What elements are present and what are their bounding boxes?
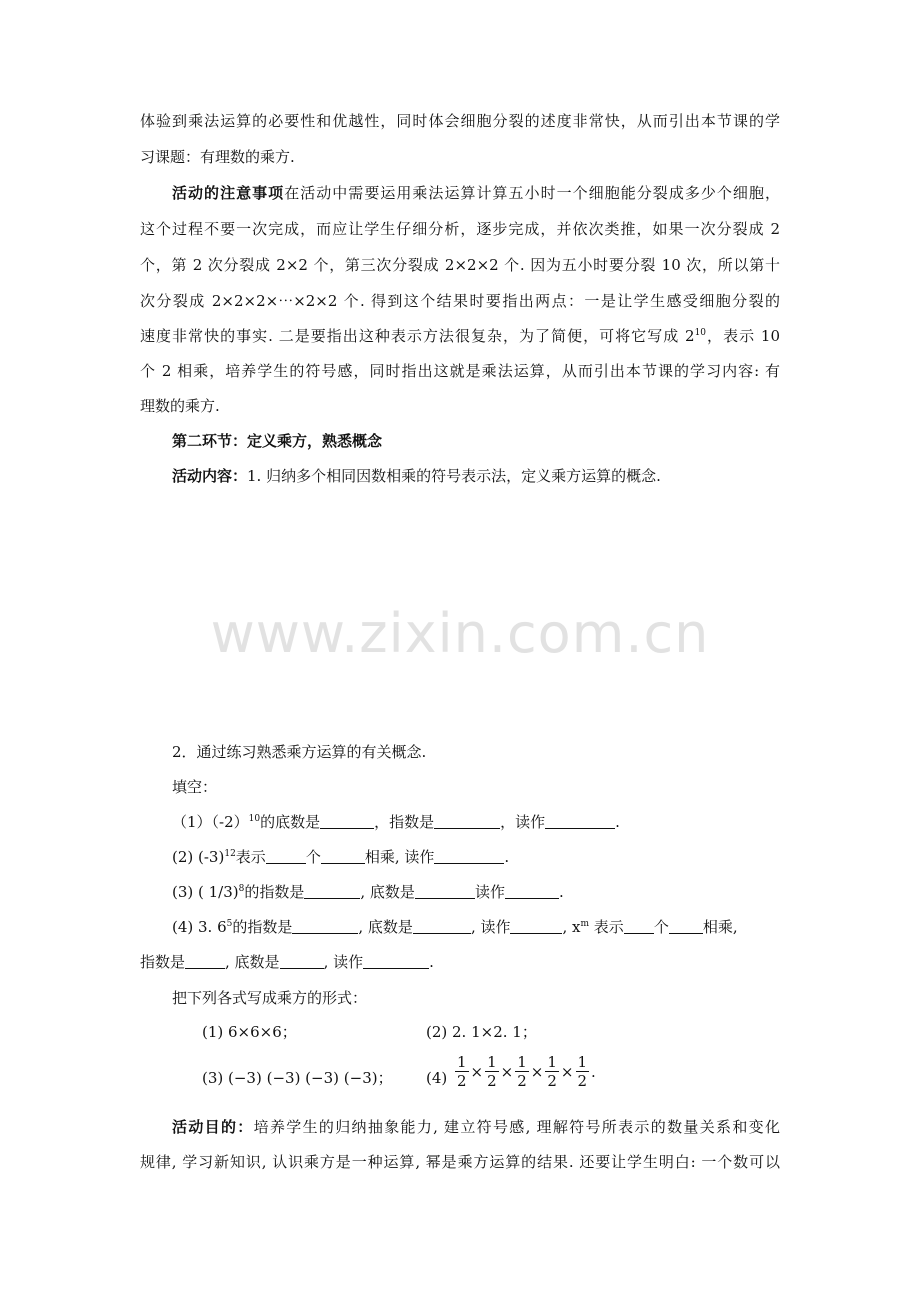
- convert-item-3: (3) (−3) (−3) (−3) (−3)；: [202, 1069, 393, 1087]
- answer-blank[interactable]: [413, 919, 471, 934]
- paragraph-line: 个 2 相乘，培养学生的符号感，同时指出这就是乘法运算，从而引出本节课的学习内容: 有: [140, 362, 780, 380]
- paragraph-line: 习课题：有理数的乘方.: [140, 148, 295, 166]
- fraction-product: $\frac{1}{2}$ × $\frac{1}{2}$ × $\frac{1}{2}$ × $\frac{1}{2}$ × $\frac{1}{2}$ .: [457, 1053, 596, 1090]
- activity-content: 活动内容：1. 归纳多个相同因数相乘的符号表示法，定义乘方运算的概念.: [172, 467, 661, 485]
- answer-blank[interactable]: [510, 919, 562, 934]
- activity-goal-label: 活动目的：: [172, 1118, 254, 1136]
- paragraph-line: 体验到乘法运算的必要性和优越性，同时体会细胞分裂的述度非常快，从而引出本节课的学: [140, 112, 780, 130]
- item-2: 2．通过练习熟悉乘方运算的有关概念.: [172, 743, 427, 761]
- answer-blank[interactable]: [304, 884, 360, 899]
- question-2: (2) $(-3)^{12}$表示 个 相乘, 读作 .: [172, 848, 510, 866]
- convert-label: 把下列各式写成乘方的形式：: [172, 989, 368, 1007]
- paragraph-line: 活动的注意事项在活动中需要运用乘法运算计算五小时一个细胞能分裂成多少个细胞，: [172, 184, 780, 202]
- question-4: (4) 3. $6^5$的指数是 , 底数是 , 读作 , $x^m$ 表示 个 相乘,: [172, 918, 738, 936]
- activity-notes-label: 活动的注意事项: [172, 184, 285, 202]
- activity-content-label: 活动内容：: [172, 467, 248, 485]
- paragraph-line: 次分裂成 2×2×2×⋯×2×2 个. 得到这个结果时要指出两点：一是让学生感受细胞分裂的: [140, 292, 780, 310]
- fraction: $\frac{1}{2}$: [517, 1053, 527, 1090]
- paragraph-line: 个，第 2 次分裂成 2×2 个，第三次分裂成 2×2×2 个. 因为五小时要分裂 10 次，所以第十: [140, 256, 780, 274]
- answer-blank[interactable]: [545, 814, 615, 829]
- paragraph-line: 这个过程不要一次完成，而应让学生仔细分析，逐步完成，并依次类推，如果一次分裂成 2: [140, 220, 780, 238]
- fraction: $\frac{1}{2}$: [577, 1053, 588, 1090]
- answer-blank[interactable]: [363, 954, 429, 969]
- question-4-continued: 指数是 , 底数是 , 读作 .: [140, 953, 434, 971]
- answer-blank[interactable]: [292, 919, 358, 934]
- answer-blank[interactable]: [266, 849, 306, 864]
- answer-blank[interactable]: [669, 919, 703, 934]
- paragraph-line: 速度非常快的事实. 二是要指出这种表示方法很复杂，为了简便，可将它写成 $2^{10}$，表示 10: [140, 327, 780, 345]
- answer-blank[interactable]: [415, 884, 475, 899]
- watermark: www.zixin.com.cn: [210, 602, 710, 665]
- answer-blank[interactable]: [320, 814, 374, 829]
- fraction: $\frac{1}{2}$: [457, 1053, 467, 1090]
- answer-blank[interactable]: [505, 884, 559, 899]
- section-heading: 第二环节：定义乘方，熟悉概念: [172, 432, 383, 450]
- fraction: $\frac{1}{2}$: [487, 1053, 497, 1090]
- paragraph-line: 理数的乘方.: [140, 397, 220, 415]
- answer-blank[interactable]: [624, 919, 654, 934]
- convert-item-1: (1) 6×6×6；: [202, 1023, 297, 1041]
- answer-blank[interactable]: [321, 849, 365, 864]
- activity-goal: 活动目的：培养学生的归纳抽象能力, 建立符号感, 理解符号所表示的数量关系和变化: [172, 1118, 780, 1136]
- paragraph-line: 规律, 学习新知识, 认识乘方是一种运算, 幂是乘方运算的结果. 还要让学生明白: 一个数可以: [140, 1153, 780, 1171]
- convert-item-2: (2) 2. 1×2. 1；: [426, 1023, 537, 1041]
- question-3: (3) ( 1/3)$^8$的指数是 , 底数是 读作 .: [172, 883, 564, 901]
- convert-item-4-label: (4): [426, 1069, 448, 1087]
- answer-blank[interactable]: [185, 954, 225, 969]
- fraction: $\frac{1}{2}$: [547, 1053, 557, 1090]
- answer-blank[interactable]: [434, 849, 504, 864]
- fill-label: 填空：: [172, 778, 218, 796]
- question-1: $(1)(-2)^{10}$的底数是 ，指数是 ，读作 .: [172, 813, 620, 831]
- answer-blank[interactable]: [280, 954, 324, 969]
- answer-blank[interactable]: [434, 814, 500, 829]
